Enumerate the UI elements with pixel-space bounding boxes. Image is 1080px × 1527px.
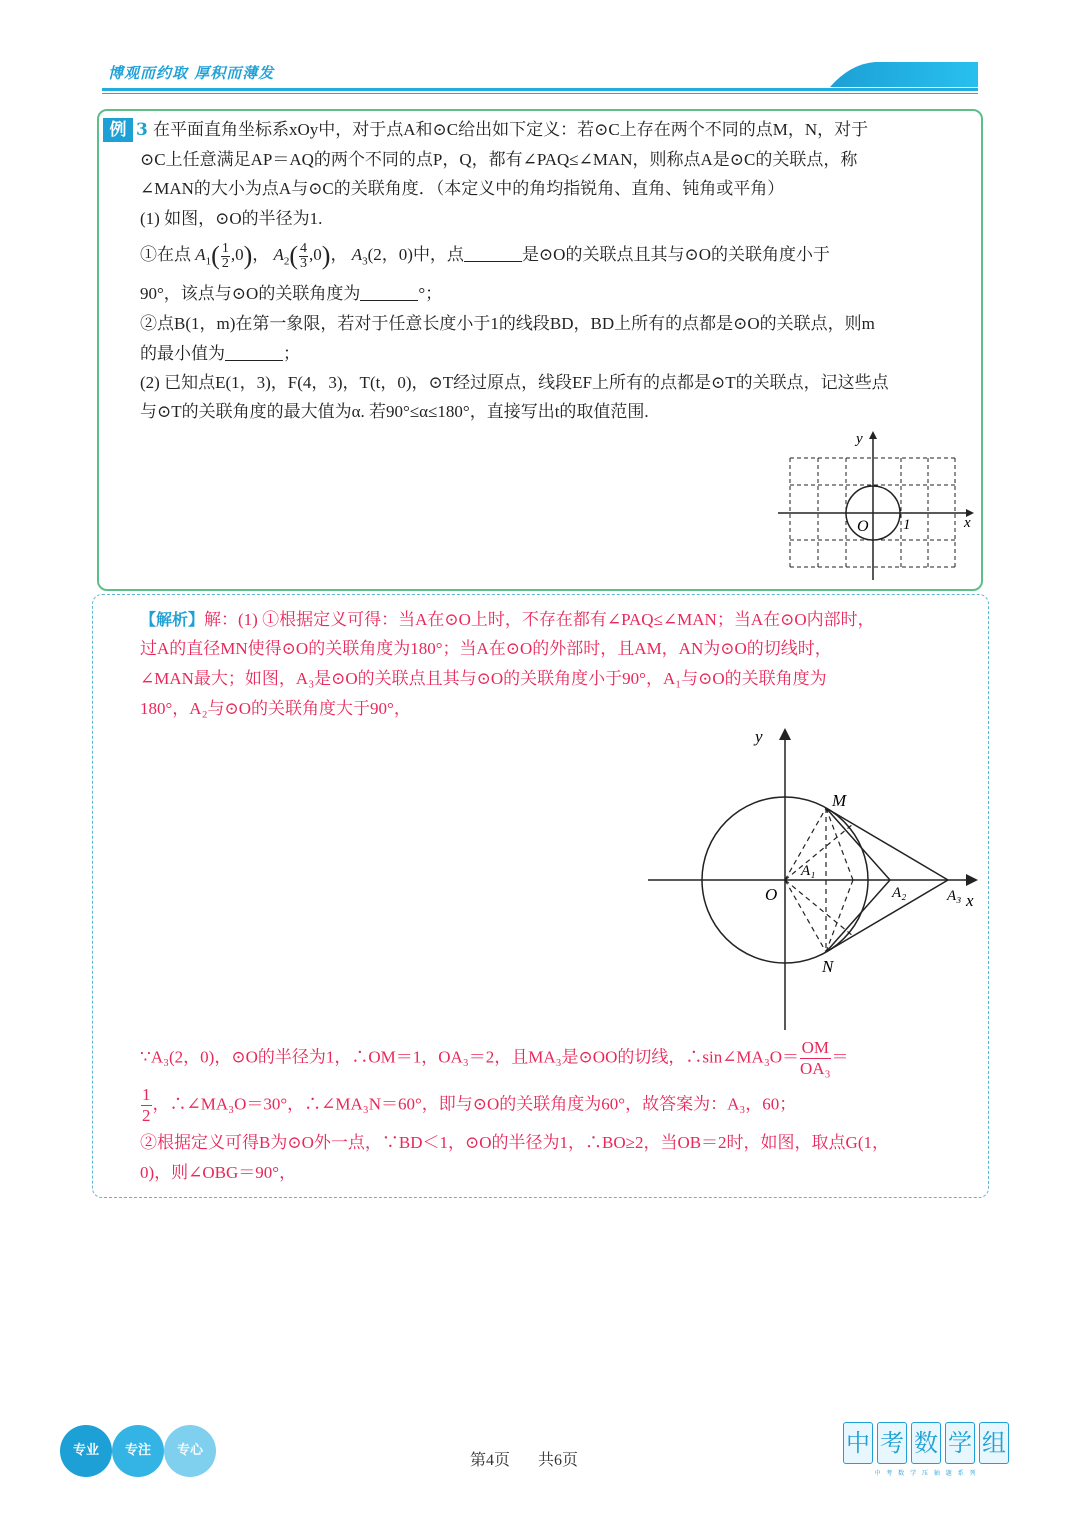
point-a3-fig-label: A₃ — [947, 888, 962, 904]
half-numerator: 1 — [142, 1085, 151, 1104]
question-2-line-2 — [140, 339, 300, 369]
answer-blank-3[interactable] — [225, 342, 283, 361]
point-a1-label: A — [195, 245, 206, 264]
answer-blank-2[interactable] — [360, 282, 418, 301]
q2-line2-a: 的最小值为 — [140, 344, 225, 363]
solution-line-4: 180°，A₂与⊙O的关联角度大于90°， — [140, 699, 411, 718]
half-denominator: 2 — [142, 1106, 151, 1125]
q1-prefix: ①在点 — [140, 245, 191, 264]
a3-tail: (2，0) — [367, 245, 413, 264]
q1-suffix: 是⊙O的关联点且其与⊙O的关联角度小于 — [521, 245, 830, 264]
q1-line2-a: 90°，该点与⊙O的关联角度为 — [140, 284, 361, 303]
part2-line-2: 与⊙T的关联角度的最大值为α. 若90°≤α≤180°，直接写出t的取值范围. — [140, 402, 649, 421]
logo-char-4: 学 — [945, 1422, 975, 1464]
y-label: y — [856, 431, 863, 447]
example-line-1: 在平面直角坐标系xOy中，对于点A和⊙C给出如下定义：若⊙C上存在两个不同的点M，N，对于 — [153, 120, 869, 139]
sol-y-axis-arrow — [779, 728, 791, 740]
one-label: 1 — [903, 517, 911, 533]
half-fraction — [141, 1085, 152, 1126]
footer-pill-1: 专业 — [60, 1425, 112, 1477]
point-a3-sub: 3 — [362, 255, 368, 268]
solution-text-5b: ＝ — [831, 1047, 849, 1067]
a2-denominator: 3 — [300, 255, 308, 271]
point-a2-sub: 2 — [283, 255, 290, 268]
solution-line-1 — [140, 605, 875, 635]
solution-line-2: 过A的直径MN使得⊙O的关联角度为180°；当A在⊙O的外部时，且AM，AN为⊙O的切线时， — [140, 639, 832, 658]
q1-line2-b: °； — [418, 284, 443, 303]
answer-blank-1[interactable] — [464, 243, 522, 262]
point-a2-label: A — [273, 245, 284, 264]
a1-tail: ,0 — [230, 245, 244, 264]
example-badge-number: 3 — [136, 120, 148, 140]
example-badge-label: 例 — [103, 118, 133, 142]
part1-intro: (1) 如图，⊙O的半径为1. — [140, 209, 323, 228]
point-a1-fraction — [221, 242, 230, 271]
logo-tagline: 中 考 数 学 压 轴 题 系 列 — [874, 1470, 978, 1477]
page-info — [470, 1447, 606, 1470]
part2-line-1: (2) 已知点E(1，3)，F(4，3)，T(t，0)，⊙T经过原点，线段EF上所有的点都是⊙T的关联点，记这些点 — [140, 373, 889, 392]
page-total: 共6页 — [538, 1452, 579, 1469]
logo-char-5: 组 — [979, 1422, 1009, 1464]
sol-y-label: y — [755, 727, 763, 746]
example-figure — [770, 425, 980, 585]
solution-text-5a: ∵A₃(2，0)，⊙O的半径为1，∴OM＝1，OA₃＝2，且MA₃是⊙OO的切线，∴sin∠MA₃O＝ — [140, 1047, 800, 1067]
solution-figure — [640, 720, 985, 1035]
solution-line-7: ②根据定义可得B为⊙O外一点，∵BD＜1，⊙O的半径为1，∴BO≥2，当OB＝2时，如图，取点G(1， — [140, 1133, 889, 1152]
point-a3-label: A — [351, 245, 363, 264]
header-rule-thin — [102, 93, 978, 94]
sol-x-label: x — [966, 891, 974, 910]
point-a1-sub: 1 — [205, 255, 212, 268]
header-ribbon — [830, 60, 980, 90]
footer-pill-2: 专注 — [112, 1425, 164, 1477]
solution-tag: 【解析】 — [140, 610, 205, 629]
point-a1-fig-label: A₁ — [801, 863, 816, 879]
sin-denominator: OA₃ — [800, 1059, 831, 1078]
sin-numerator: OM — [801, 1038, 829, 1057]
solution-line-5 — [140, 1038, 849, 1079]
a1-denominator: 2 — [221, 255, 229, 271]
logo-char-2: 考 — [877, 1422, 907, 1464]
question-1-line-1: ①在点 $A_1$( $\frac{1}{2}$ ,0)， $A_2$( $\frac{4}{3}$ ,0)， $A_3(2$，0)中，点 是⊙O的关联点且其与⊙O的关联角度小于 — [140, 240, 830, 271]
origin-label: O — [857, 518, 869, 535]
point-a2-fig-label: A₂ — [892, 885, 907, 901]
solution-text-1: 解：(1) ①根据定义可得：当A在⊙O上时，不存在都有∠PAQ≤∠MAN；当A在⊙O内部时， — [204, 610, 875, 629]
header-motto: 博观而约取 厚积而薄发 — [108, 64, 275, 82]
logo-char-1: 中 — [843, 1422, 873, 1464]
question-1-line-2 — [140, 279, 442, 309]
logo-char-3: 数 — [911, 1422, 941, 1464]
page-current: 第4页 — [470, 1452, 511, 1469]
example-line-2: ⊙C上任意满足AP＝AQ的两个不同的点P，Q，都有∠PAQ≤∠MAN，则称点A是⊙C的关联点，称 — [140, 150, 858, 169]
example-badge — [103, 118, 147, 142]
example-line-3: ∠MAN的大小为点A与⊙C的关联角度．（本定义中的角均指锐角、直角、钝角或平角） — [140, 179, 785, 198]
point-a2-fraction — [299, 242, 308, 271]
solution-text-6: ，∴∠MA₃O＝30°，∴∠MA₃N＝60°，即与⊙O的关联角度为60°，故答案为：A₃，60； — [152, 1094, 797, 1114]
y-axis-arrow — [869, 431, 877, 439]
sol-x-axis-arrow — [966, 874, 978, 886]
header-rule — [102, 88, 978, 91]
sol-origin-label: O — [765, 885, 778, 904]
question-2-line-1: ②点B(1，m)在第一象限，若对于任意长度小于1的线段BD，BD上所有的点都是⊙O的关联点，则m — [140, 314, 875, 333]
brand-logo — [843, 1422, 1013, 1480]
point-m-label: M — [832, 791, 847, 810]
solution-line-3: ∠MAN最大；如图，A₃是⊙O的关联点且其与⊙O的关联角度小于90°，A₁与⊙O的关联角度为 — [140, 669, 827, 688]
sin-fraction — [800, 1038, 830, 1079]
q2-line2-b: ； — [283, 344, 300, 363]
solution-line-8: 0)，则∠OBG＝90°， — [140, 1163, 297, 1182]
footer-pill-3: 专心 — [164, 1425, 216, 1477]
a2-tail: ,0 — [309, 245, 322, 264]
solution-line-6 — [140, 1085, 796, 1126]
q1-mid: 中，点 — [412, 245, 464, 264]
a2-numerator: 4 — [300, 240, 308, 256]
x-label: x — [964, 515, 971, 531]
a1-numerator: 1 — [221, 240, 229, 256]
point-n-label: N — [822, 957, 834, 976]
